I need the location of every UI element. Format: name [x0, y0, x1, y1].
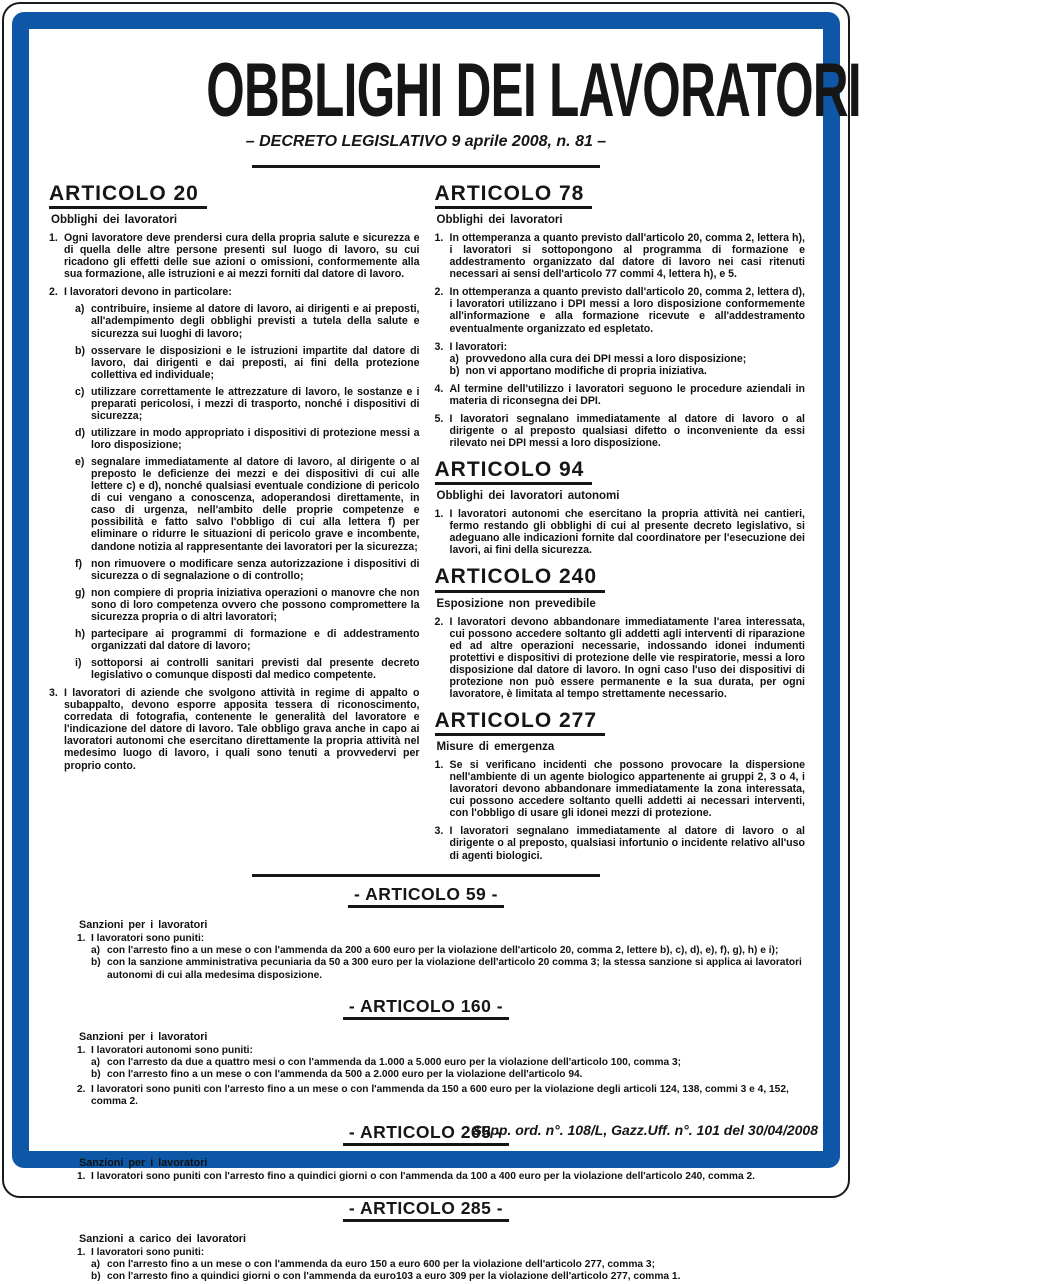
list-item: [435, 508, 806, 556]
sanctions-area: [30, 862, 822, 1284]
item-body: [450, 286, 806, 334]
sub-item: [91, 945, 814, 957]
sub-item-letter: g): [75, 586, 85, 599]
sub-item: [64, 587, 420, 623]
article-subheading: Obblighi dei lavoratori: [436, 214, 563, 227]
sub-item: [64, 303, 420, 339]
sub-item-body: [91, 628, 420, 652]
item-body: [91, 1171, 814, 1183]
sub-item: [91, 1057, 814, 1069]
article-section: [77, 997, 814, 1108]
item-text: I lavoratori segnalano immediatamente al datore di lavoro o al dirigente o al preposto qualsiasi difetto o inconveniente da essi rilevato nei DPI messi a loro disposizione.: [449, 412, 805, 450]
sub-item: [64, 427, 420, 451]
sub-item-text: osservare le disposizioni e le istruzioni impartite dal datore di lavoro, dai dirigenti e dai preposti, ai fini della protezione collettiva ed individuale;: [91, 344, 420, 381]
article-section: [77, 1199, 814, 1284]
item-number: 3.: [434, 825, 444, 838]
list-item: [435, 616, 806, 700]
article-subheading: Sanzioni per i lavoratori: [79, 1031, 208, 1043]
list-item: [435, 759, 806, 819]
sub-item: [64, 456, 420, 553]
item-body: [450, 341, 806, 377]
item-body: [450, 759, 806, 819]
two-column-area: [30, 168, 822, 862]
list-item: [77, 1247, 814, 1284]
section-divider: [252, 874, 600, 877]
article-heading-row: [435, 565, 806, 592]
item-text: Se si verificano incidenti che possono provocare la dispersione nell'ambiente di un agente biologico appartenente ai gruppi 2, 3 o 4, i lavoratori devono abbandonare immediatamente la zona interessata, cui possono accedere soltanto quelli addetti ai necessari interventi, con l'obbligo di usare gli idonei mezzi di protezione.: [449, 759, 805, 820]
item-number: 2.: [49, 286, 58, 299]
sub-item-body: [91, 345, 420, 381]
article-heading-row: [77, 885, 775, 908]
article-heading: - ARTICOLO 59 -: [348, 885, 504, 908]
sub-item-letter: a): [91, 1259, 101, 1271]
list-item: [435, 825, 806, 861]
sub-item-text: non vi apportano modifiche di propria iniziativa.: [465, 364, 707, 377]
sub-item-body: [91, 657, 420, 681]
sub-item-text: segnalare immediatamente al datore di lavoro, al dirigente o al preposto le deficienze dei mezzi e dei dispositivi di cui alle lettere c) e d), nonché qualsiasi eventuale condizione di pericolo di cui vengano a conoscenza, adoperandosi direttamente, in caso di urgenza, nell'ambito delle proprie competenze e possibilità e fatto salvo l'obbligo di cui alla lettera f) per eliminare o ridurre le situazioni di pericolo grave e incombente, dandone notizia al rappresentante dei lavoratori per la sicurezza;: [91, 456, 420, 553]
list-item: [435, 413, 806, 449]
article-heading: ARTICOLO 78: [435, 182, 593, 209]
article-heading: ARTICOLO 240: [435, 565, 606, 592]
sub-item-letter: d): [75, 426, 85, 439]
list-item: [77, 1171, 814, 1183]
item-body: [64, 687, 420, 771]
article-section: [435, 709, 806, 862]
article-section: [435, 182, 806, 449]
item-number: 1.: [49, 232, 58, 245]
sub-item-body: [107, 945, 814, 957]
article-heading: ARTICOLO 277: [435, 709, 606, 736]
item-text: I lavoratori:: [449, 340, 508, 353]
item-body: [64, 232, 420, 280]
item-text: I lavoratori sono puniti:: [91, 932, 205, 944]
item-text: I lavoratori segnalano immediatamente al datore di lavoro o al dirigente o al preposto, qualsiasi infortunio o incidente relativo all'uso di agenti biologici.: [449, 825, 805, 862]
article-heading: ARTICOLO 20: [49, 182, 207, 209]
sub-item: [91, 1069, 814, 1081]
sub-item-letter: b): [449, 364, 460, 377]
sub-item-body: [107, 1271, 814, 1283]
sub-item-body: [91, 456, 420, 553]
sub-item-body: [91, 558, 420, 582]
article-subheading: Obblighi dei lavoratori autonomi: [436, 490, 620, 503]
item-text: I lavoratori devono in particolare:: [64, 286, 232, 299]
sub-item-body: [91, 303, 420, 339]
sub-item-letter: b): [91, 957, 101, 969]
item-body: [91, 1247, 814, 1284]
list-item: [77, 1045, 814, 1082]
list-item: [49, 687, 420, 771]
item-number: 2.: [434, 286, 444, 299]
item-body: [91, 1045, 814, 1082]
sub-item-letter: i): [75, 657, 82, 670]
sub-item-letter: a): [449, 352, 459, 365]
article-heading: ARTICOLO 94: [435, 458, 593, 485]
item-number: 1.: [77, 1045, 86, 1056]
article-heading: - ARTICOLO 285 -: [343, 1199, 509, 1222]
item-number: 3.: [434, 340, 444, 353]
article-subheading: Obblighi dei lavoratori: [51, 214, 178, 227]
sub-item-text: con l'arresto da due a quattro mesi o con l'ammenda da 1.000 a 5.000 euro per la violazione dell'articolo 100, comma 3;: [107, 1057, 682, 1069]
item-text: I lavoratori devono abbandonare immediatamente l'area interessata, cui possono accedere soltanto gli addetti agli interventi di riparazione ed ad altre operazioni necessarie, indossando idonei indumenti protettivi e dispositivi di protezione delle vie respiratorie, messi a loro disposizione dal datore di lavoro. In ogni caso l'uso dei dispositivi di protezione non può essere permanente e la sua durata, per ogni lavoratore, è limitata al tempo strettamente necessario.: [449, 615, 805, 700]
sub-item-letter: a): [75, 303, 85, 316]
sub-item-text: con l'arresto fino a un mese o con l'ammenda da 200 a 600 euro per la violazione dell'articolo 20, comma 2, lettere b), c), d), e), f), g), h) e i);: [107, 945, 779, 957]
item-number: 4.: [434, 382, 444, 395]
article-subheading: Sanzioni per i lavoratori: [79, 1157, 208, 1170]
article-subheading: Sanzioni a carico dei lavoratori: [79, 1232, 247, 1245]
sub-item-letter: b): [75, 344, 85, 357]
item-number: 1.: [434, 232, 444, 245]
sub-item-text: utilizzare correttamente le attrezzature di lavoro, le sostanze e i preparati pericolosi, i mezzi di trasporto, nonché i dispositivi di sicurezza;: [91, 385, 420, 422]
sub-item-body: [91, 587, 420, 623]
page-subtitle: – DECRETO LEGISLATIVO 9 aprile 2008, n. 81 –: [245, 133, 607, 150]
item-body: [450, 383, 806, 407]
article-section: [77, 874, 814, 982]
sub-item: [91, 957, 814, 981]
page-title: OBBLIGHI DEI LAVORATORI: [206, 48, 861, 133]
list-item: [49, 286, 420, 681]
item-body: [64, 286, 420, 681]
sub-item-text: con la sanzione amministrativa pecuniaria da 50 a 300 euro per la violazione dell'articolo 20 comma 3; la stessa sanzione si applica ai lavoratori autonomi di cui alla medesima disposizione.: [107, 957, 802, 981]
item-body: [91, 1084, 814, 1108]
sub-item: [64, 386, 420, 422]
list-item: [435, 232, 806, 280]
article-heading-row: [77, 1199, 775, 1222]
sub-item-text: con l'arresto fino a quindici giorni o con l'ammenda da euro103 a euro 309 per la violazione dell'articolo 277, comma 1.: [107, 1271, 681, 1283]
item-text: Al termine dell'utilizzo i lavoratori seguono le procedure aziendali in materia di riconsegna dei DPI.: [449, 382, 805, 407]
sub-item: [91, 1271, 814, 1283]
item-body: [450, 508, 806, 556]
sub-item-text: non rimuovere o modificare senza autorizzazione i dispositivi di sicurezza o di segnalazione o di controllo;: [91, 557, 420, 582]
poster-header: [30, 29, 861, 168]
sub-item-body: [107, 1259, 814, 1271]
sub-item-letter: f): [75, 557, 83, 570]
article-heading-row: [435, 458, 806, 485]
item-number: 1.: [77, 932, 86, 944]
item-text: I lavoratori sono puniti con l'arresto fino a quindici giorni o con l'ammenda da 100 a 400 euro per la violazione dell'articolo 240, comma 2.: [91, 1171, 755, 1183]
sub-item-letter: a): [91, 945, 101, 957]
sub-item-body: [91, 427, 420, 451]
item-number: 3.: [49, 687, 58, 700]
item-text: In ottemperanza a quanto previsto dall'articolo 20, comma 2, lettera d), i lavoratori utilizzano i DPI messi a loro disposizione conformemente all'informazione e alla formazione ricevute e all'addestramento eventualmente organizzato ed espletato.: [449, 286, 805, 335]
article-heading: - ARTICOLO 265 -: [343, 1123, 509, 1146]
sub-item-letter: h): [75, 627, 85, 640]
article-subheading: Misure di emergenza: [436, 741, 555, 754]
article-subheading: Sanzioni per i lavoratori: [79, 918, 208, 931]
sub-item-body: [107, 1057, 814, 1069]
sub-item-text: con l'arresto fino a un mese o con l'ammenda da euro 150 a euro 600 per la violazione dell'articolo 277, comma 3;: [107, 1259, 655, 1271]
sub-item-text: non compiere di propria iniziativa operazioni o manovre che non sono di loro competenza ovvero che possono compromettere la sicurezza propria o di altri lavoratori;: [91, 586, 420, 623]
item-number: 2.: [77, 1083, 86, 1095]
item-body: [450, 616, 806, 700]
sub-item-body: [466, 353, 806, 365]
item-number: 2.: [434, 615, 444, 628]
article-section: [435, 458, 806, 556]
sub-item-body: [107, 957, 814, 981]
list-item: [49, 232, 420, 280]
item-text: I lavoratori sono puniti con l'arresto fino a un mese o con l'ammenda da 150 a 600 euro per la violazione degli articoli 124, 138, commi 3 e 4, 152, comma 2.: [91, 1083, 789, 1107]
sub-item: [450, 365, 806, 377]
item-text: In ottemperanza a quanto previsto dall'articolo 20, comma 2, lettera h), i lavoratori si sottopongono al programma di formazione e addestramento organizzato dal datore di lavoro nei casi ritenuti necessari ai sensi dell'articolo 77 commi 4, lettera h), e 5.: [449, 232, 805, 281]
sub-item-text: provvedono alla cura dei DPI messi a loro disposizione;: [465, 352, 747, 365]
sub-item-letter: a): [91, 1057, 101, 1069]
list-item: [435, 286, 806, 334]
item-number: 1.: [434, 508, 444, 521]
item-text: I lavoratori autonomi sono puniti:: [91, 1045, 253, 1056]
sub-item: [91, 1259, 814, 1271]
item-body: [450, 413, 806, 449]
sub-item: [64, 657, 420, 681]
item-text: I lavoratori di aziende che svolgono attività in regime di appalto o subappalto, devono esporre apposita tessera di riconoscimento, corredata di fotografia, contenente le generalità del lavoratore e l'indicazione del datore di lavoro. Tale obbligo grava anche in capo ai lavoratori autonomi che esercitano direttamente la propria attività nel medesimo luogo di lavoro, i quali sono tenuti a provvedervi per proprio conto.: [64, 687, 420, 772]
item-number: 5.: [434, 412, 444, 425]
item-body: [450, 232, 806, 280]
sub-item: [64, 345, 420, 381]
sub-item: [450, 353, 806, 365]
item-text: I lavoratori autonomi che esercitano la propria attività nei cantieri, fermo restando gli obblighi di cui al presente decreto legislativo, si adeguano alle indicazioni fornite dal coordinatore per l'esecuzione dei lavori, ai fini della sicurezza.: [449, 508, 805, 557]
article-heading-row: [49, 182, 420, 209]
article-heading: - ARTICOLO 160 -: [343, 997, 509, 1020]
right-column: [435, 182, 806, 862]
sub-item: [64, 558, 420, 582]
sub-item-text: con l'arresto fino a un mese o con l'ammenda da 500 a 2.000 euro per la violazione dell'articolo 94.: [107, 1069, 583, 1081]
article-subheading: Esposizione non prevedibile: [436, 597, 596, 610]
sub-item-letter: c): [75, 385, 85, 398]
item-number: 1.: [77, 1246, 86, 1258]
item-body: [450, 825, 806, 861]
sub-item-body: [107, 1069, 814, 1081]
sub-item-text: utilizzare in modo appropriato i dispositivi di protezione messi a loro disposizione;: [91, 426, 420, 452]
item-body: [91, 933, 814, 982]
item-text: I lavoratori sono puniti:: [91, 1246, 205, 1258]
item-number: 1.: [77, 1171, 86, 1183]
sub-item-text: contribuire, insieme al datore di lavoro, ai dirigenti e ai preposti, all'adempimento degli obblighi previsti a tutela della salute e sicurezza sui luoghi di lavoro;: [91, 303, 420, 340]
article-heading-row: [435, 182, 806, 209]
sub-item-text: sottoporsi ai controlli sanitari previsti dal presente decreto legislativo o comunque disposti dal medico competente.: [91, 657, 420, 682]
sub-item: [64, 628, 420, 652]
sub-item-letter: b): [91, 1271, 101, 1283]
sub-item-letter: b): [91, 1069, 101, 1081]
article-section: [435, 565, 806, 700]
item-text: Ogni lavoratore deve prendersi cura della propria salute e sicurezza e di quella delle altre persone presenti sul luogo di lavoro, su cui ricadono gli effetti delle sue azioni o omissioni, conformemente alla sua formazione, alle istruzioni e ai mezzi forniti dal datore di lavoro.: [64, 232, 420, 281]
poster-content: [29, 29, 861, 1283]
article-section: [49, 182, 420, 772]
list-item: [77, 933, 814, 982]
sub-item-letter: e): [75, 456, 85, 469]
list-item: [77, 1084, 814, 1108]
list-item: [435, 341, 806, 377]
article-heading-row: [77, 997, 775, 1020]
left-column: [49, 182, 420, 772]
sub-item-body: [91, 386, 420, 422]
item-number: 1.: [434, 759, 444, 772]
article-heading-row: [435, 709, 806, 736]
list-item: [435, 383, 806, 407]
sub-item-text: partecipare ai programmi di formazione e di addestramento organizzati dal datore di lavoro;: [91, 627, 420, 652]
gazette-reference: Supp. ord. n°. 108/L, Gazz.Uff. n°. 101 del 30/04/2008: [472, 1122, 818, 1138]
sub-item-body: [466, 365, 806, 377]
